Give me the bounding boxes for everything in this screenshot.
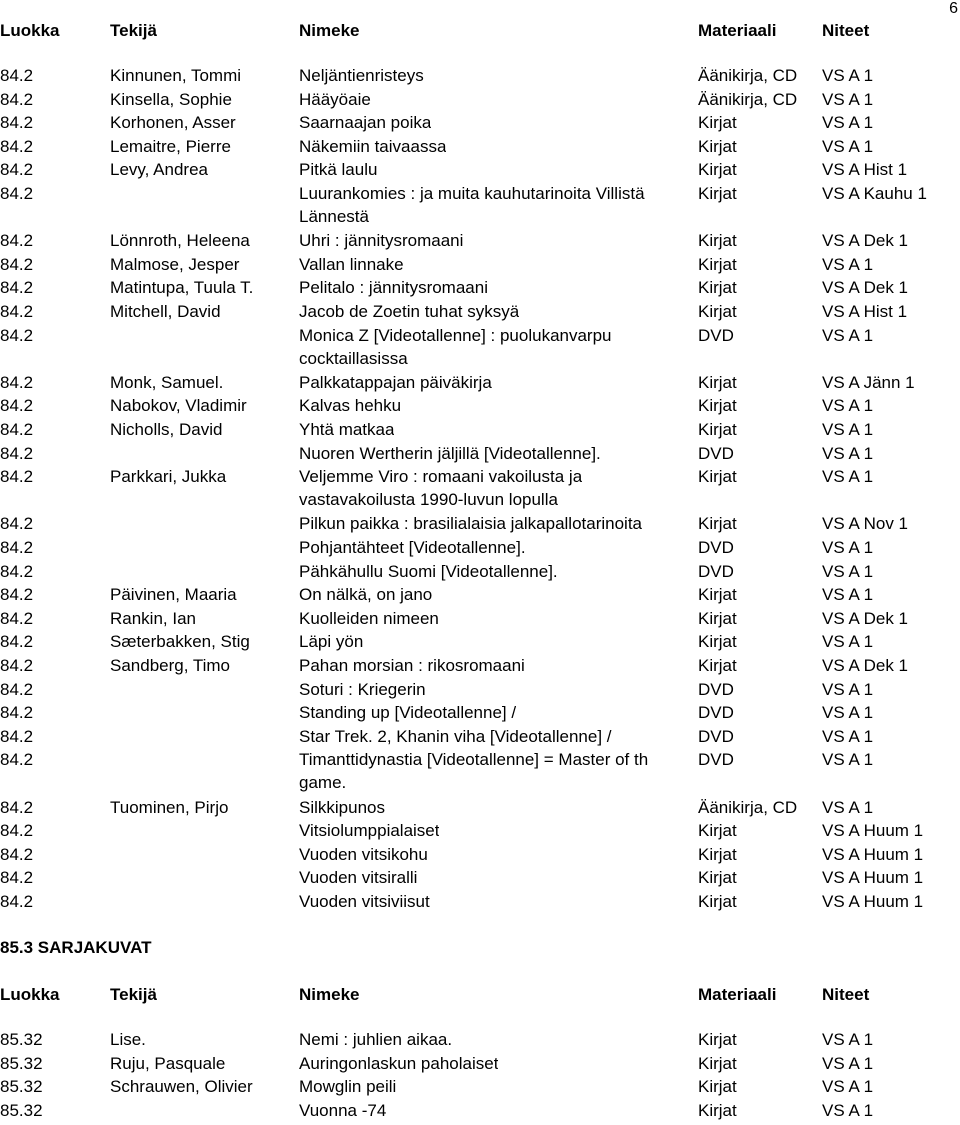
cell-title-line: Vitsiolumppialaiset <box>299 821 440 841</box>
cell-material: Kirjat <box>698 656 737 675</box>
cell-title <box>299 868 417 888</box>
cell-material: Kirjat <box>698 184 737 203</box>
cell-title <box>299 1101 386 1121</box>
cell-title <box>299 278 488 298</box>
cell-class: 84.2 <box>0 372 34 392</box>
cell-title <box>299 66 424 86</box>
cell-class: 84.2 <box>0 113 34 133</box>
cell-title <box>299 113 431 133</box>
cell-copies: VS A 1 <box>822 538 874 557</box>
cell-title-line: Pitkä laulu <box>299 160 378 180</box>
cell-title <box>299 231 463 251</box>
header-material: Materiaali <box>698 985 777 1004</box>
cell-title-line: Yhtä matkaa <box>299 420 395 439</box>
cell-author: Lönnroth, Heleena <box>110 231 250 251</box>
cell-class: 84.2 <box>0 231 34 251</box>
cell-title <box>299 538 526 558</box>
header-author: Tekijä <box>110 985 157 1004</box>
cell-material: Kirjat <box>698 632 737 652</box>
cell-material: DVD <box>698 561 734 581</box>
cell-class: 84.2 <box>0 726 34 746</box>
cell-material: Kirjat <box>698 1100 737 1120</box>
cell-title-continuation: cocktaillasissa <box>299 348 408 368</box>
cell-copies: VS A 1 <box>822 632 874 652</box>
cell-material: Kirjat <box>698 302 737 321</box>
cell-author: Korhonen, Asser <box>110 113 236 133</box>
cell-material: Kirjat <box>698 844 737 864</box>
cell-title <box>299 444 601 464</box>
cell-material: Äänikirja, CD <box>698 797 798 817</box>
cell-title-line: Vuoden vitsikohu <box>299 844 428 864</box>
cell-copies: VS A Dek 1 <box>822 608 908 628</box>
cell-class: 84.2 <box>0 844 34 864</box>
cell-copies: VS A Hist 1 <box>822 302 908 321</box>
cell-title <box>299 562 558 582</box>
header-copies: Niteet <box>822 985 870 1004</box>
cell-title <box>299 467 582 510</box>
cell-title-line: Näkemiin taivaassa <box>299 136 447 156</box>
cell-author: Mitchell, David <box>110 302 221 321</box>
cell-copies: VS A Dek 1 <box>822 231 908 251</box>
cell-title <box>299 892 430 912</box>
cell-copies: VS A 1 <box>822 1053 874 1073</box>
cell-title-line: Standing up [Videotallenne] / <box>299 703 517 723</box>
cell-copies: VS A 1 <box>822 1077 874 1097</box>
cell-class: 84.2 <box>0 136 34 156</box>
cell-author: Monk, Samuel. <box>110 372 224 392</box>
cell-title <box>299 727 612 747</box>
cell-class: 85.32 <box>0 1030 43 1049</box>
cell-material: Kirjat <box>698 113 737 133</box>
cell-author: Lemaitre, Pierre <box>110 136 231 156</box>
cell-class: 84.2 <box>0 302 34 321</box>
cell-copies: VS A 1 <box>822 585 874 605</box>
cell-class: 84.2 <box>0 750 34 770</box>
cell-title-line: Läpi yön <box>299 632 364 652</box>
cell-class: 84.2 <box>0 514 34 534</box>
cell-author: Parkkari, Jukka <box>110 467 227 487</box>
header-class: Luokka <box>0 985 60 1004</box>
cell-class: 84.2 <box>0 632 34 652</box>
cell-copies: VS A 1 <box>822 467 874 487</box>
cell-author: Rankin, Ian <box>110 608 196 628</box>
cell-class: 84.2 <box>0 420 34 439</box>
cell-material: Kirjat <box>698 868 737 888</box>
cell-material: Kirjat <box>698 608 737 628</box>
cell-material: Kirjat <box>698 420 737 439</box>
cell-material: Kirjat <box>698 160 737 180</box>
cell-title-line: Timanttidynastia [Videotallenne] = Master of th <box>299 750 649 770</box>
cell-class: 84.2 <box>0 443 34 463</box>
cell-material: Kirjat <box>698 467 737 487</box>
cell-class: 84.2 <box>0 254 34 274</box>
cell-author: Levy, Andrea <box>110 160 208 180</box>
cell-material: Kirjat <box>698 1030 737 1049</box>
cell-material: Kirjat <box>698 231 737 251</box>
cell-copies: VS A 1 <box>822 561 874 581</box>
cell-title-line: Pähkähullu Suomi [Videotallenne]. <box>299 561 558 581</box>
cell-copies: VS A 1 <box>822 254 874 274</box>
cell-material: Kirjat <box>698 585 737 605</box>
cell-title <box>299 845 428 865</box>
cell-class: 84.2 <box>0 561 34 581</box>
cell-class: 84.2 <box>0 892 34 911</box>
cell-class: 85.32 <box>0 1077 43 1097</box>
cell-material: Kirjat <box>698 136 737 156</box>
cell-title-line: Luurankomies : ja muita kauhutarinoita Villistä <box>299 184 645 203</box>
header-material: Materiaali <box>698 21 777 40</box>
cell-author: Ruju, Pasquale <box>110 1053 226 1073</box>
cell-title <box>299 1030 452 1050</box>
cell-copies: VS A 1 <box>822 325 874 345</box>
cell-material: Kirjat <box>698 892 737 911</box>
cell-title-line: Mowglin peili <box>299 1077 397 1097</box>
cell-title <box>299 703 516 723</box>
cell-title <box>299 396 401 416</box>
cell-class: 84.2 <box>0 278 34 298</box>
cell-title-line: Star Trek. 2, Khanin viha [Videotallenne] / <box>299 726 612 746</box>
cell-title-line: Pilkun paikka : brasilialaisia jalkapallotarinoita <box>299 514 643 534</box>
cell-material: Kirjat <box>698 821 737 841</box>
cell-copies: VS A Kauhu 1 <box>822 184 927 203</box>
cell-material: Kirjat <box>698 278 737 298</box>
cell-material: DVD <box>698 679 734 699</box>
cell-title <box>299 514 642 534</box>
header-title: Nimeke <box>299 21 360 40</box>
cell-title-line: Nuoren Wertherin jäljillä [Videotallenne]. <box>299 443 601 463</box>
cell-class: 85.32 <box>0 1053 43 1073</box>
cell-title <box>299 798 385 818</box>
cell-material: Äänikirja, CD <box>698 89 798 109</box>
cell-title-line: Veljemme Viro : romaani vakoilusta ja <box>299 467 583 487</box>
cell-title <box>299 420 394 440</box>
cell-title-line: Uhri : jännitysromaani <box>299 231 464 251</box>
cell-copies: VS A Dek 1 <box>822 656 908 675</box>
cell-material: DVD <box>698 538 734 557</box>
cell-title-line: Pelitalo : jännitysromaani <box>299 278 488 298</box>
cell-title-continuation: Lännestä <box>299 207 369 226</box>
cell-material: DVD <box>698 726 734 746</box>
cell-copies: VS A 1 <box>822 396 874 416</box>
cell-title-line: Palkkatappajan päiväkirja <box>299 372 492 392</box>
cell-class: 84.2 <box>0 160 34 180</box>
cell-title-line: Saarnaajan poika <box>299 113 432 133</box>
cell-author: Nabokov, Vladimir <box>110 396 247 416</box>
cell-author: Päivinen, Maaria <box>110 585 237 605</box>
page-number: 6 <box>949 0 958 17</box>
cell-copies: VS A 1 <box>822 1030 874 1049</box>
cell-title-line: Kuolleiden nimeen <box>299 608 439 628</box>
cell-class: 84.2 <box>0 821 34 841</box>
cell-title-line: Vuoden vitsiviisut <box>299 892 430 911</box>
cell-copies: VS A 1 <box>822 1100 874 1120</box>
cell-class: 84.2 <box>0 325 34 345</box>
cell-class: 84.2 <box>0 538 34 557</box>
cell-copies: VS A 1 <box>822 726 874 746</box>
cell-author: Sandberg, Timo <box>110 656 231 675</box>
cell-author: Kinnunen, Tommi <box>110 66 242 85</box>
cell-copies: VS A Hist 1 <box>822 160 908 180</box>
cell-copies: VS A Huum 1 <box>822 844 924 864</box>
cell-title <box>299 585 432 605</box>
cell-title-continuation: vastavakoilusta 1990-luvun lopulla <box>299 490 558 510</box>
cell-title-line: Pahan morsian : rikosromaani <box>299 656 525 675</box>
cell-title <box>299 184 645 227</box>
cell-title-line: Hääyöaie <box>299 89 371 109</box>
cell-title <box>299 750 648 793</box>
cell-title <box>299 326 612 369</box>
header-author: Tekijä <box>110 21 157 40</box>
header-title: Nimeke <box>299 985 360 1004</box>
cell-class: 84.2 <box>0 656 34 675</box>
cell-title <box>299 680 426 700</box>
cell-copies: VS A 1 <box>822 679 874 699</box>
cell-title-line: Jacob de Zoetin tuhat syksyä <box>299 302 520 321</box>
cell-title-line: Auringonlaskun paholaiset <box>299 1053 499 1073</box>
cell-class: 84.2 <box>0 608 34 628</box>
cell-title-continuation: game. <box>299 773 347 793</box>
cell-copies: VS A 1 <box>822 113 874 133</box>
cell-class: 84.2 <box>0 66 34 85</box>
cell-title <box>299 632 363 652</box>
cell-copies: VS A 1 <box>822 443 874 463</box>
cell-class: 84.2 <box>0 396 34 416</box>
cell-title-line: Soturi : Kriegerin <box>299 679 426 699</box>
cell-title-line: Monica Z [Videotallenne] : puolukanvarpu <box>299 325 612 345</box>
cell-author: Sæterbakken, Stig <box>110 632 250 652</box>
cell-title <box>299 302 519 322</box>
cell-class: 84.2 <box>0 184 34 203</box>
cell-author: Kinsella, Sophie <box>110 89 232 109</box>
cell-copies: VS A 1 <box>822 136 874 156</box>
cell-title-line: Pohjantähteet [Videotallenne]. <box>299 538 526 557</box>
cell-title-line: Kalvas hehku <box>299 396 402 416</box>
cell-title <box>299 90 371 110</box>
cell-title-line: Neljäntienristeys <box>299 66 424 85</box>
header-copies: Niteet <box>822 21 870 40</box>
cell-class: 85.32 <box>0 1100 43 1120</box>
cell-title-line: Nemi : juhlien aikaa. <box>299 1030 453 1049</box>
cell-copies: VS A Jänn 1 <box>822 372 915 392</box>
cell-material: Kirjat <box>698 254 737 274</box>
cell-material: Kirjat <box>698 1053 737 1073</box>
cell-title <box>299 1054 498 1074</box>
cell-copies: VS A Huum 1 <box>822 821 924 841</box>
cell-title <box>299 609 439 629</box>
cell-copies: VS A Dek 1 <box>822 278 908 298</box>
cell-title <box>299 160 377 180</box>
cell-title-line: Vuoden vitsiralli <box>299 868 418 888</box>
cell-copies: VS A Huum 1 <box>822 868 924 888</box>
cell-author: Lise. <box>110 1030 146 1049</box>
cell-copies: VS A 1 <box>822 420 874 439</box>
cell-class: 84.2 <box>0 797 34 817</box>
cell-class: 84.2 <box>0 467 34 487</box>
cell-copies: VS A Nov 1 <box>822 514 908 534</box>
cell-class: 84.2 <box>0 868 34 888</box>
cell-material: DVD <box>698 750 734 770</box>
cell-material: Kirjat <box>698 396 737 416</box>
cell-copies: VS A 1 <box>822 703 874 723</box>
cell-class: 84.2 <box>0 89 34 109</box>
cell-copies: VS A 1 <box>822 66 874 85</box>
cell-class: 84.2 <box>0 679 34 699</box>
cell-title <box>299 255 404 275</box>
cell-material: DVD <box>698 443 734 463</box>
cell-material: Kirjat <box>698 1077 737 1097</box>
cell-title <box>299 656 525 676</box>
cell-title <box>299 373 492 393</box>
cell-material: Kirjat <box>698 372 737 392</box>
cell-author: Malmose, Jesper <box>110 254 240 274</box>
cell-title <box>299 821 439 841</box>
header-class: Luokka <box>0 21 60 40</box>
cell-title <box>299 137 446 157</box>
cell-title-line: Silkkipunos <box>299 797 385 817</box>
cell-copies: VS A 1 <box>822 750 874 770</box>
cell-copies: VS A 1 <box>822 797 874 817</box>
cell-author: Schrauwen, Olivier <box>110 1077 253 1097</box>
cell-title <box>299 1077 396 1097</box>
cell-material: DVD <box>698 703 734 723</box>
cell-copies: VS A Huum 1 <box>822 892 924 911</box>
cell-author: Matintupa, Tuula T. <box>110 278 254 298</box>
cell-class: 84.2 <box>0 703 34 723</box>
cell-author: Nicholls, David <box>110 420 223 439</box>
cell-copies: VS A 1 <box>822 89 874 109</box>
cell-material: Äänikirja, CD <box>698 66 798 85</box>
cell-title-line: Vuonna -74 <box>299 1100 387 1120</box>
cell-class: 84.2 <box>0 585 34 605</box>
cell-material: DVD <box>698 325 734 345</box>
cell-material: Kirjat <box>698 514 737 534</box>
cell-title-line: On nälkä, on jano <box>299 585 433 605</box>
cell-title-line: Vallan linnake <box>299 254 404 274</box>
cell-author: Tuominen, Pirjo <box>110 797 229 817</box>
section-title: 85.3 SARJAKUVAT <box>0 938 152 957</box>
